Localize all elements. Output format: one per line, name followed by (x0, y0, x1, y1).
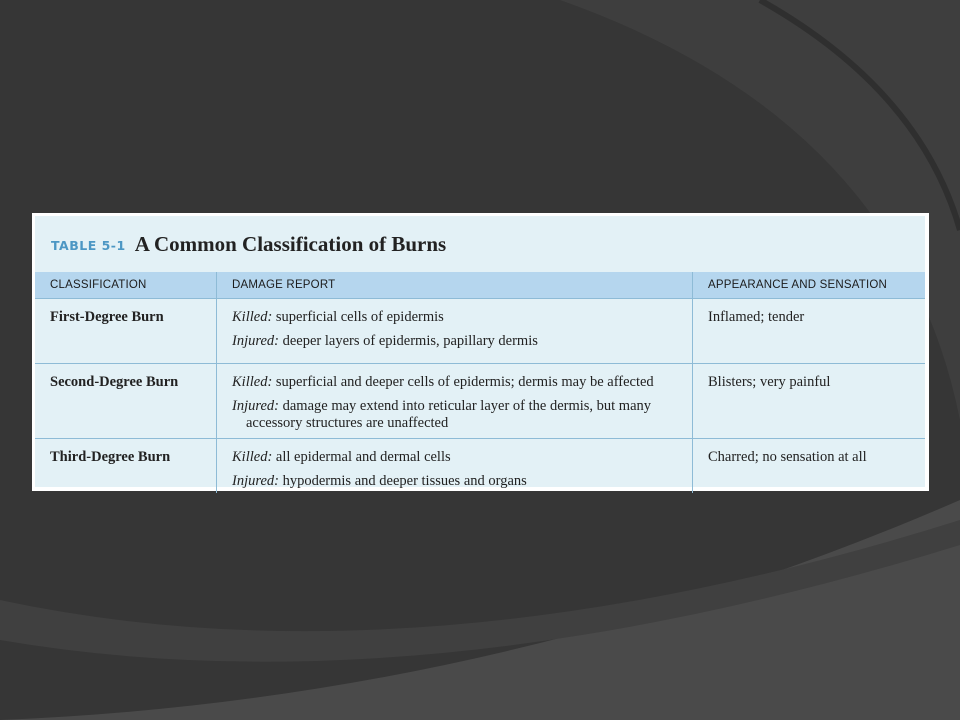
table-row (35, 438, 925, 493)
injured-label: Injured: (232, 333, 279, 349)
table-header-row (35, 272, 925, 298)
row-appearance: Charred; no sensation at all (692, 439, 925, 493)
killed-entry (232, 449, 680, 466)
injured-text: deeper layers of epidermis, papillary dermis (282, 333, 538, 349)
injured-entry (232, 398, 680, 432)
row-damage-report (216, 364, 692, 438)
row-appearance: Blisters; very painful (692, 364, 925, 438)
row-classification: Third-Degree Burn (50, 449, 171, 465)
killed-text: superficial and deeper cells of epidermis; dermis may be affected (275, 374, 654, 390)
row-damage-report (216, 299, 692, 363)
killed-entry (232, 309, 680, 326)
row-classification: First-Degree Burn (50, 309, 164, 325)
injured-text: hypodermis and deeper tissues and organs (282, 473, 527, 489)
table-row (35, 363, 925, 438)
table-row (35, 298, 925, 363)
killed-text: all epidermal and dermal cells (275, 449, 451, 465)
table-title: A Common Classification of Burns (134, 231, 447, 256)
killed-text: superficial cells of epidermis (275, 309, 444, 325)
injured-label: Injured: (232, 398, 279, 414)
header-damage-report: DAMAGE REPORT (216, 272, 692, 298)
row-appearance: Inflamed; tender (692, 299, 925, 363)
injured-entry (232, 333, 680, 350)
table-number-label: TABLE 5-1 (51, 237, 126, 253)
injured-entry (232, 473, 680, 490)
table-title-row (35, 216, 925, 272)
row-damage-report (216, 439, 692, 493)
killed-label: Killed: (232, 449, 273, 465)
injured-text: damage may extend into reticular layer of the dermis, but many accessory structures are unaffected (246, 398, 652, 431)
header-classification: CLASSIFICATION (50, 279, 147, 291)
header-appearance-sensation: APPEARANCE AND SENSATION (692, 272, 925, 298)
table-body (35, 216, 925, 487)
burn-classification-table (32, 213, 929, 491)
row-classification: Second-Degree Burn (50, 374, 179, 390)
injured-label: Injured: (232, 473, 279, 489)
killed-label: Killed: (232, 374, 273, 390)
killed-entry (232, 374, 680, 391)
killed-label: Killed: (232, 309, 273, 325)
